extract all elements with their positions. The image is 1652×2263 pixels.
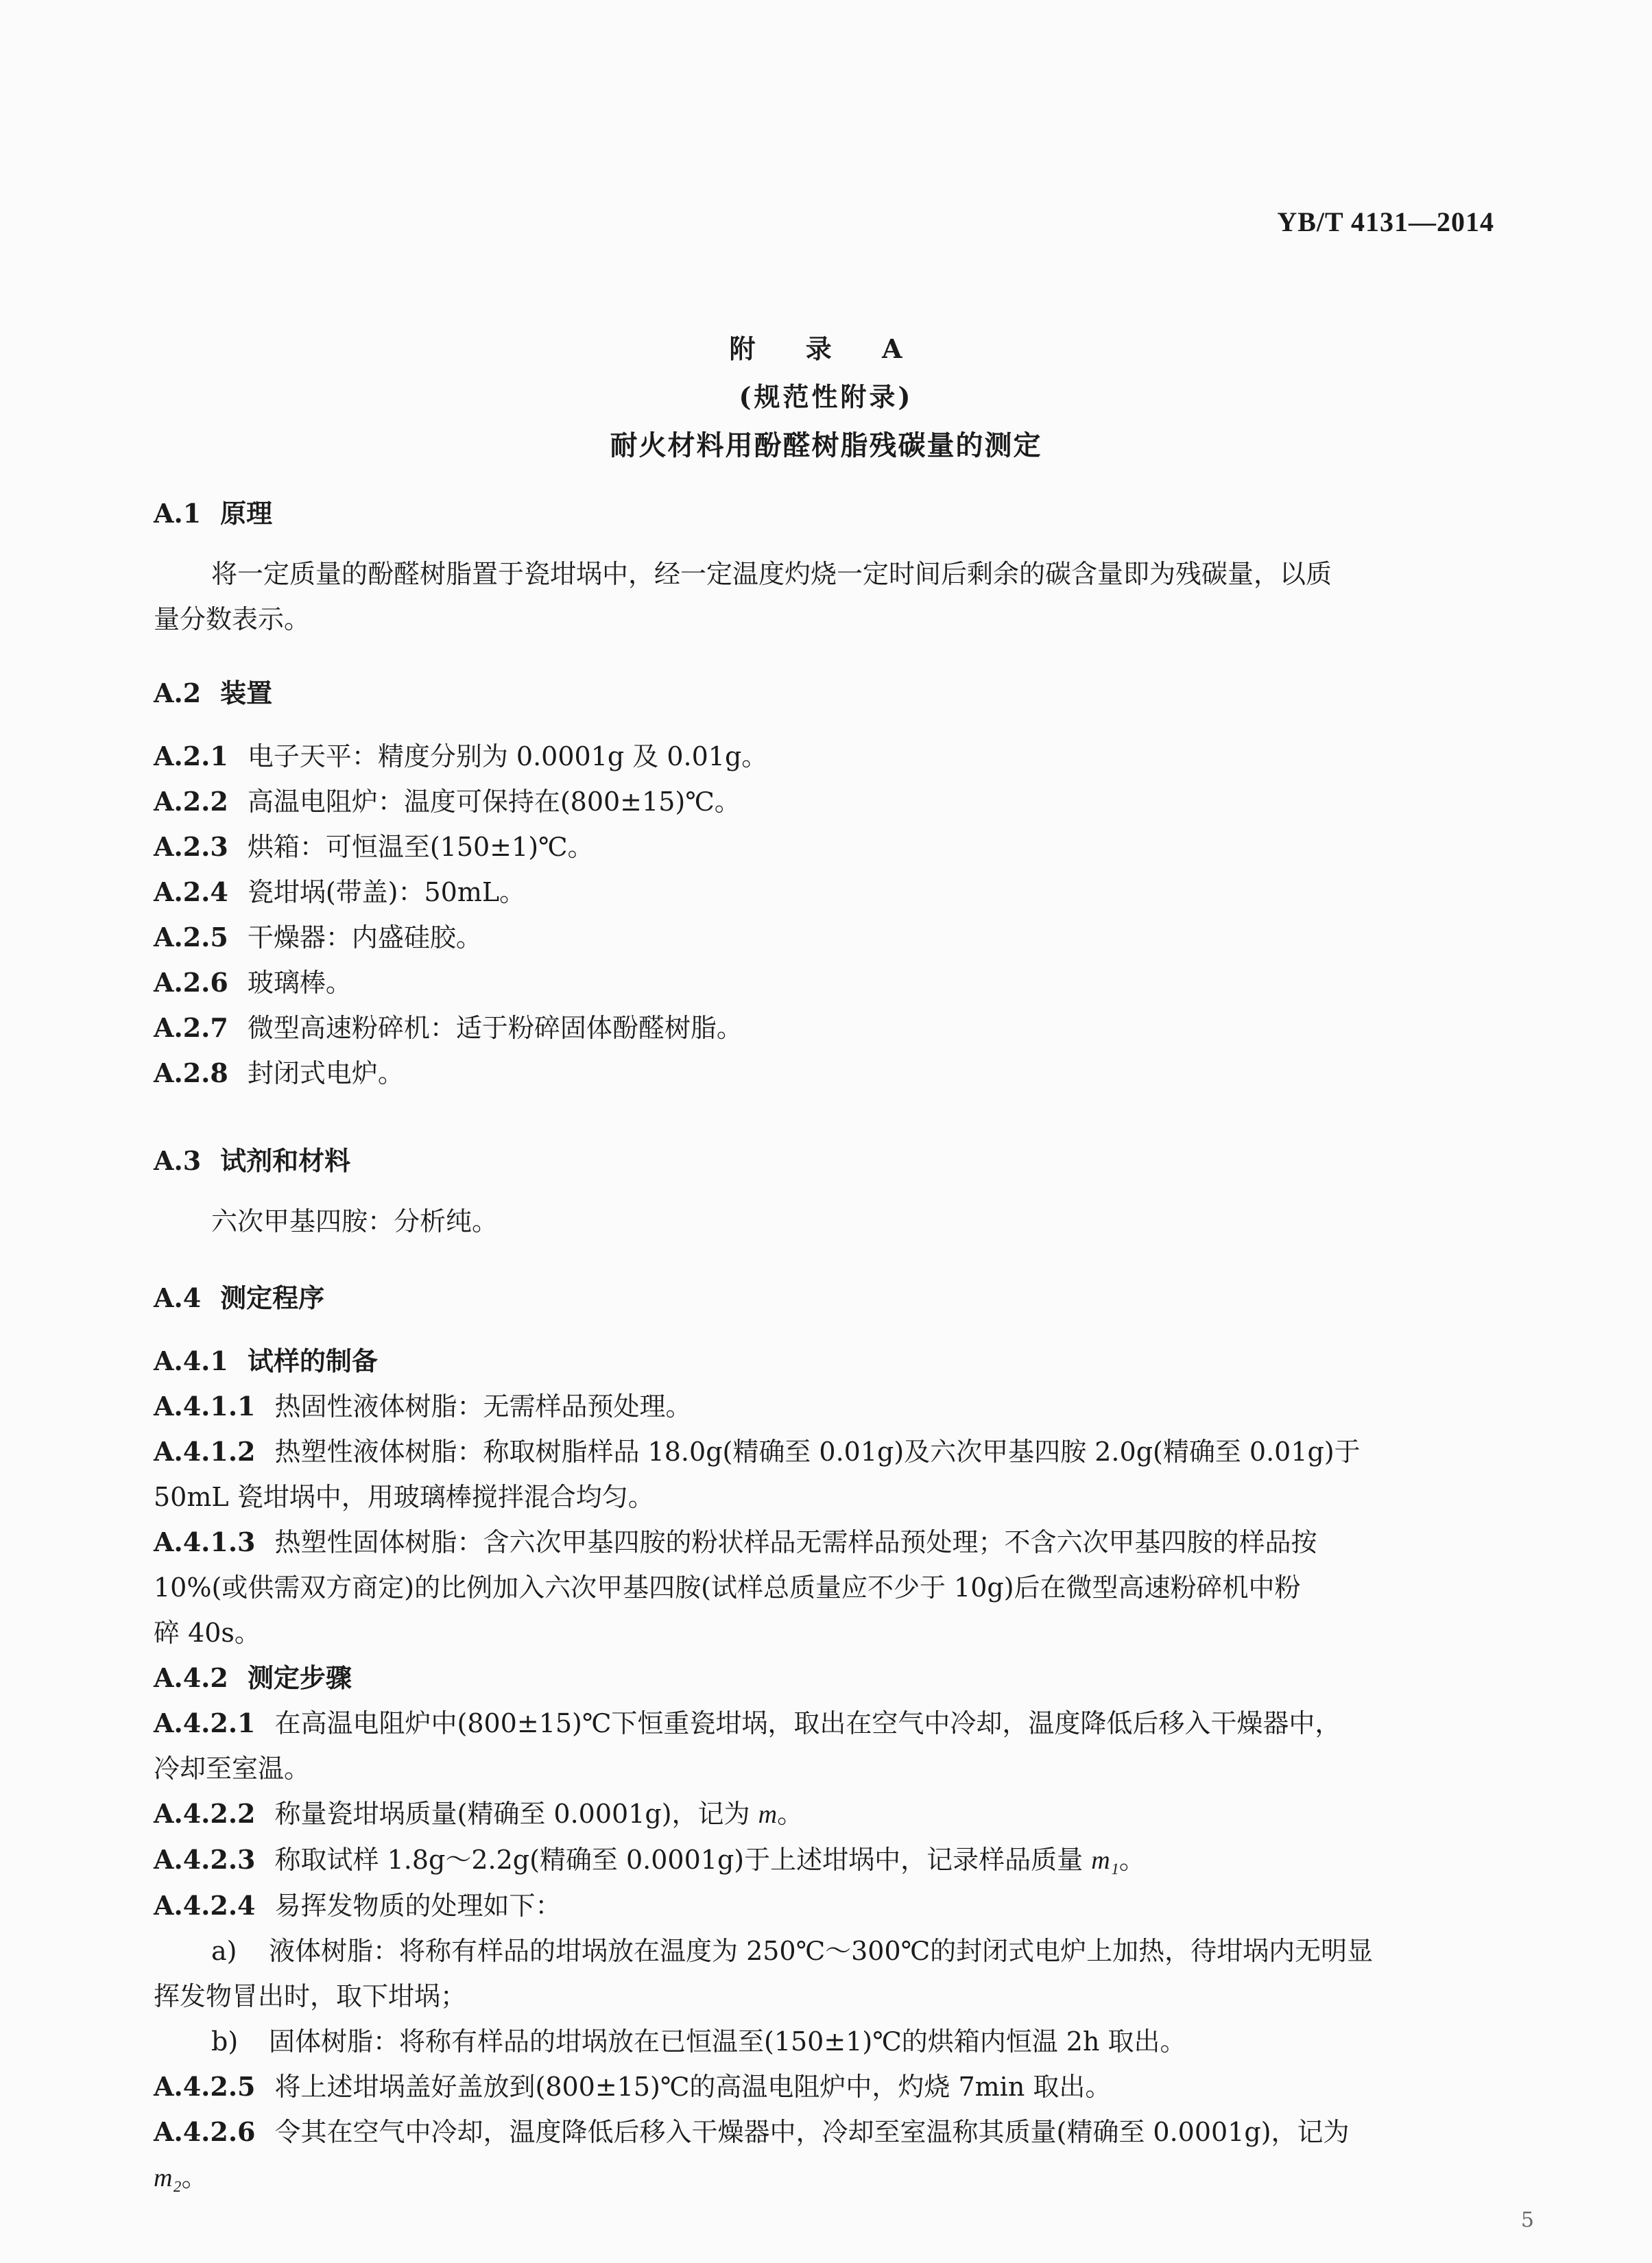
list-item (154, 734, 1498, 779)
clause-text: 干燥器：内盛硅胶。 (247, 922, 482, 953)
clause-text: 高温电阻炉：温度可保持在(800±15)℃。 (247, 787, 741, 817)
clause-number: A.4.1.2 (154, 1436, 256, 1467)
list-item (154, 1005, 1498, 1051)
clause (154, 1837, 1498, 1883)
clause-number: A.2.7 (154, 1012, 228, 1043)
section-a4 (154, 1276, 1498, 2201)
clause-text: 冷却至室温。 (154, 1753, 311, 1784)
item-text: 液体树脂：将称有样品的坩埚放在温度为 250℃～300℃的封闭式电炉上加热，待坩埚内无明显 (269, 1936, 1374, 1966)
subsection-heading (154, 1339, 1498, 1384)
clause (154, 2109, 1498, 2201)
clause-text: 热塑性液体树脂：称取树脂样品 18.0g(精确至 0.01g)及六次甲基四胺 2.0g(精确至 0.01g)于 (274, 1437, 1361, 1467)
clause-number: A.4.1.1 (154, 1391, 256, 1422)
list-item (154, 824, 1498, 870)
section-title: 装置 (220, 678, 273, 708)
section-title: 试样的制备 (247, 1345, 378, 1376)
clause-text: 电子天平：精度分别为 0.0001g 及 0.01g。 (247, 741, 768, 771)
section-number: A.1 (154, 498, 202, 529)
clause-text: 在高温电阻炉中(800±15)℃下恒重瓷坩埚，取出在空气中冷却，温度降低后移入干燥器中， (274, 1708, 1341, 1738)
sub-list-item (154, 2019, 1498, 2064)
paragraph-line: 将一定质量的酚醛树脂置于瓷坩埚中，经一定温度灼烧一定时间后剩余的碳含量即为残碳量，以质 (211, 559, 1332, 589)
clause-number: A.2.6 (154, 967, 228, 998)
clause-number: A.4.2.1 (154, 1708, 256, 1738)
section-title: 测定程序 (220, 1282, 325, 1313)
clause-text: 将上述坩埚盖好盖放到(800±15)℃的高温电阻炉中，灼烧 7min 取出。 (274, 2072, 1112, 2102)
clause-text: 热固性液体树脂：无需样品预处理。 (274, 1391, 692, 1422)
clause-text: 碎 40s。 (154, 1618, 261, 1648)
clause-number: A.4.2.4 (154, 1890, 256, 1921)
item-text: 固体树脂：将称有样品的坩埚放在已恒温至(150±1)℃的烘箱内恒温 2h 取出。 (269, 2026, 1186, 2057)
paragraph-line: 量分数表示。 (154, 604, 311, 634)
list-item (154, 1051, 1498, 1096)
appendix-title: 附 录 A (729, 333, 923, 364)
clause-text: 易挥发物质的处理如下： (274, 1891, 562, 1921)
clause-number: A.2.4 (154, 876, 228, 907)
clause-number: A.4.1.3 (154, 1526, 256, 1557)
section-number: A.2 (154, 678, 202, 708)
clause-end: 。 (181, 2162, 208, 2192)
clause-number: A.2.8 (154, 1057, 228, 1088)
clause-text: 称取试样 1.8g～2.2g(精确至 0.0001g)于上述坩埚中，记录样品质量 (274, 1845, 1084, 1875)
clause-number: A.4.2.2 (154, 1798, 256, 1829)
item-letter: a) (211, 1936, 237, 1966)
section-heading (154, 1276, 1498, 1321)
clause (154, 1520, 1498, 1655)
clause (154, 1701, 1498, 1791)
clause-text: 封闭式电炉。 (247, 1058, 404, 1088)
item-text: 挥发物冒出时，取下坩埚； (154, 1981, 467, 2011)
math-variable: m₁ (1091, 1846, 1119, 1875)
clause-number: A.2.2 (154, 786, 228, 817)
subsection-heading (154, 1655, 1498, 1701)
appendix-type: (规范性附录) (739, 381, 913, 412)
clause-number: A.2.1 (154, 741, 228, 771)
section-number: A.4.2 (154, 1662, 228, 1693)
math-variable: m₂ (154, 2164, 182, 2192)
section-a2 (154, 671, 1498, 1096)
standard-code: YB/T 4131—2014 (1277, 206, 1494, 237)
section-title: 原理 (220, 498, 273, 529)
list-item (154, 960, 1498, 1005)
clause (154, 1883, 1498, 1928)
clause-text: 50mL 瓷坩埚中，用玻璃棒搅拌混合均匀。 (154, 1482, 654, 1512)
section-number: A.4.1 (154, 1345, 228, 1376)
clause-text: 热塑性固体树脂：含六次甲基四胺的粉状样品无需样品预处理；不含六次甲基四胺的样品按 (274, 1527, 1317, 1557)
section-number: A.3 (154, 1145, 202, 1176)
clause-text: 玻璃棒。 (247, 968, 352, 998)
clause-text: 烘箱：可恒温至(150±1)℃。 (247, 832, 594, 862)
page-number: 5 (1520, 2208, 1534, 2232)
appendix-main-title: 耐火材料用酚醛树脂残碳量的测定 (610, 429, 1042, 462)
item-letter: b) (211, 2026, 239, 2057)
clause (154, 1384, 1498, 1429)
section-a1 (154, 491, 1498, 642)
math-variable: m (758, 1800, 778, 1829)
clause (154, 1791, 1498, 1837)
section-heading (154, 671, 1498, 716)
clause (154, 1429, 1498, 1520)
section-heading (154, 491, 1498, 536)
clause-text: 令其在空气中冷却，温度降低后移入干燥器中，冷却至室温称其质量(精确至 0.0001g)，记为 (274, 2117, 1350, 2147)
section-number: A.4 (154, 1282, 202, 1313)
paragraph-line: 六次甲基四胺：分析纯。 (211, 1206, 499, 1236)
sub-list-item (154, 1928, 1498, 1974)
list-item (154, 915, 1498, 960)
section-title: 测定步骤 (247, 1662, 352, 1693)
clause-number: A.4.2.5 (154, 2071, 256, 2102)
clause-text: 微型高速粉碎机：适于粉碎固体酚醛树脂。 (247, 1013, 743, 1043)
section-heading (154, 1138, 1498, 1184)
clause-number: A.2.3 (154, 831, 228, 862)
clause-number: A.4.2.6 (154, 2116, 256, 2147)
clause-text: 10%(或供需双方商定)的比例加入六次甲基四胺(试样总质量应不少于 10g)后在微型高速粉碎机中粉 (154, 1572, 1301, 1603)
list-item (154, 870, 1498, 915)
clause-end: 。 (777, 1799, 804, 1829)
list-item (154, 779, 1498, 824)
section-a3 (154, 1138, 1498, 1244)
clause-end: 。 (1118, 1845, 1145, 1875)
clause-number: A.4.2.3 (154, 1844, 256, 1875)
clause (154, 2064, 1498, 2109)
clause-number: A.2.5 (154, 922, 228, 953)
section-title: 试剂和材料 (220, 1145, 351, 1176)
clause-text: 瓷坩埚(带盖)：50mL。 (247, 877, 526, 907)
clause-text: 称量瓷坩埚质量(精确至 0.0001g)，记为 (274, 1799, 750, 1829)
